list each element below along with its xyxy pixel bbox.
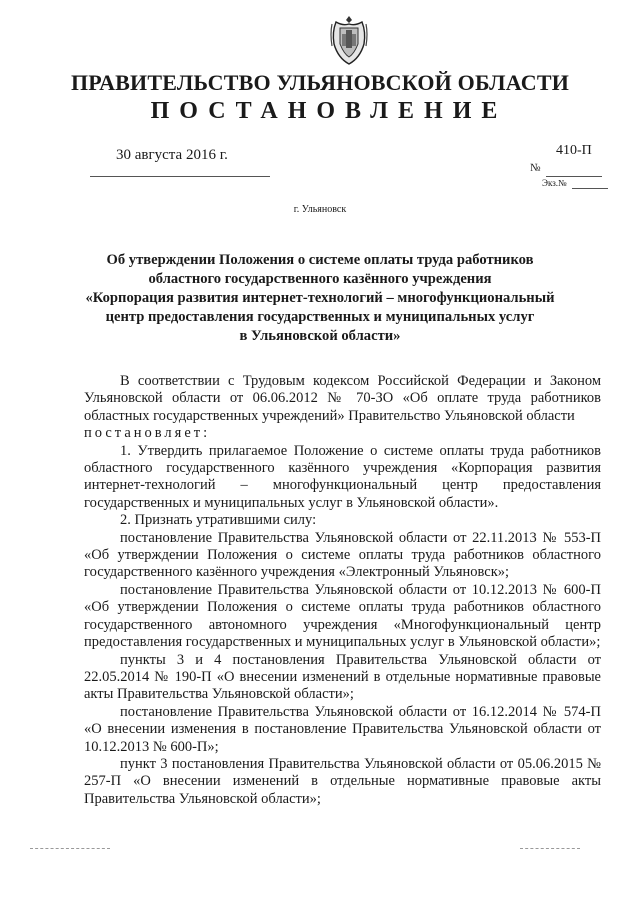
- title-line: центр предоставления государственных и муниципальных услуг: [105, 309, 535, 325]
- document-body: [84, 373, 601, 808]
- repealed-act: пункт 3 постановления Правительства Ульяновской области от 05.06.2015 № 257-П «О внесении изменений в отдельные нормативные правовые акты Правительства Ульяновской области»;: [84, 755, 601, 807]
- item-2: 2. Признать утратившими силу:: [120, 512, 317, 529]
- resolves-word: постановляет:: [84, 425, 211, 442]
- title-line: в Ульяновской области»: [239, 328, 401, 344]
- copy-number-underline: [572, 188, 608, 189]
- city: г. Ульяновск: [293, 204, 347, 215]
- title-line: «Корпорация развития интернет-технологий – многофункциональный: [85, 290, 555, 306]
- document-title: [0, 251, 640, 346]
- repealed-act: постановление Правительства Ульяновской области от 10.12.2013 № 600-П «Об утверждении Положения о системе оплаты труда работников областного государственного автономного учреждения «Многофункциональный центр предоставления государственных и муниципальных услуг в Ульяновской области»;: [84, 581, 601, 651]
- number-underline: [546, 176, 602, 177]
- date-underline: [90, 176, 270, 177]
- number-sign: №: [530, 162, 541, 174]
- scan-fold-mark-left: [30, 848, 110, 851]
- item-1: 1. Утвердить прилагаемое Положение о системе оплаты труда работников областного государственного казённого учреждения «Корпорация развития интернет-технологий – многофункциональный центр предоставления государственных и муниципальных услуг в Ульяновской области».: [84, 442, 601, 511]
- document-date: 30 августа 2016 г.: [116, 147, 228, 163]
- title-line: Об утверждении Положения о системе оплаты труда работников: [106, 252, 534, 268]
- document-type: ПОСТАНОВЛЕНИЕ: [150, 98, 508, 124]
- coat-of-arms-emblem: [328, 14, 370, 66]
- scan-fold-mark-right: [520, 848, 580, 851]
- repealed-act: постановление Правительства Ульяновской области от 16.12.2014 № 574-П «О внесении изменения в постановление Правительства Ульяновской области от 10.12.2013 № 600-П»;: [84, 703, 601, 755]
- title-line: областного государственного казённого учреждения: [148, 271, 492, 287]
- intro-paragraph: В соответствии с Трудовым кодексом Российской Федерации и Законом Ульяновской области от 06.06.2012 № 70-ЗО «Об оплате труда работников областных государственных учреждений» Правительство Ульяновской области: [84, 373, 601, 424]
- repealed-act: пункты 3 и 4 постановления Правительства Ульяновской области от 22.05.2014 № 190-П «О внесении изменений в отдельные нормативные правовые акты Правительства Ульяновской области»;: [84, 651, 601, 703]
- copy-number-label: Экз.№: [542, 178, 567, 188]
- government-name: ПРАВИТЕЛЬСТВО УЛЬЯНОВСКОЙ ОБЛАСТИ: [70, 70, 570, 95]
- repealed-act: постановление Правительства Ульяновской области от 22.11.2013 № 553-П «Об утверждении Положения о системе оплаты труда работников областного государственного казённого учреждения «Электронный Ульяновск»;: [84, 529, 601, 581]
- document-number: 410-П: [556, 143, 592, 158]
